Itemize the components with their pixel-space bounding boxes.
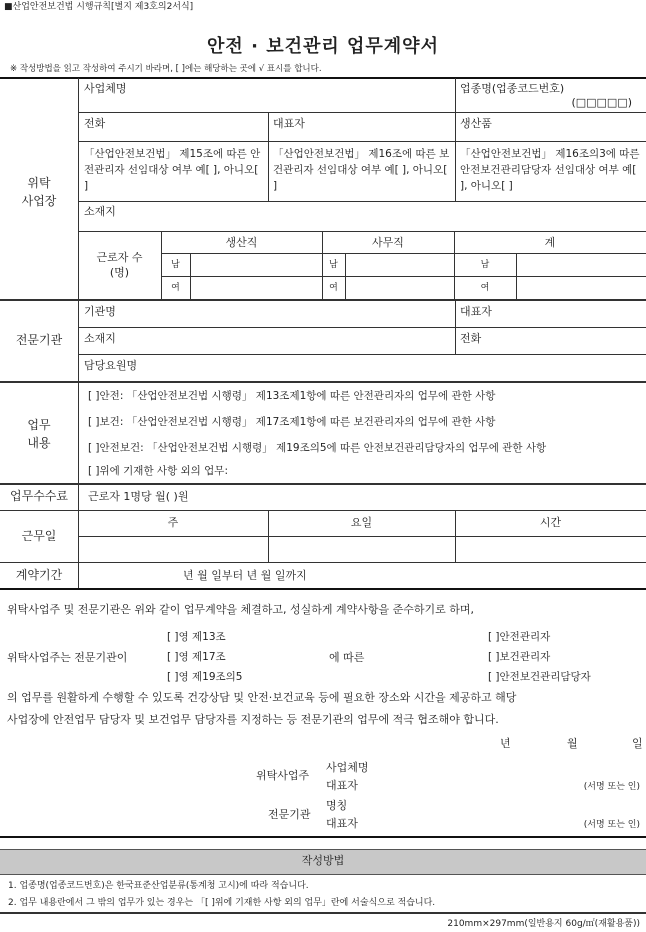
safety-manager-check[interactable]: 「산업안전보건법」 제15조에 따른 안전관리자 선임대상 여부 예[ ], 아니오[ ] [84,148,261,192]
business-name-field[interactable]: 사업체명 [84,82,127,95]
duty-safety-health[interactable]: [ ]안전보건: 「산업안전보건법 시행령」 제19조의5에 따른 안전보건관리담당자의 업무에 관한 사항 [88,442,547,454]
col-time: 시간 [539,516,562,529]
col-week: 주 [167,516,179,529]
agency-staff-field[interactable]: 담당요원명 [84,359,138,372]
workers-label: 근로자 수 (명) [96,251,143,279]
workdays-label: 근무일 [21,529,57,543]
health-manager-check[interactable]: 「산업안전보건법」 제16조에 따른 보건관리자 선임대상 여부 예[ ], 아니오[ ] [273,148,450,192]
according-text: 에 따른 [329,651,365,664]
howto-item-1: 1. 업종명(업종코드번호)은 한국표준산업분류(통계청 고시)에 따라 적습니다. [8,881,309,891]
howto-item-2: 2. 업무 내용란에서 그 밖의 업무가 있는 경우는 「[ ]위에 기재한 사항 외의 업무」란에 서술식으로 적습니다. [8,898,436,908]
col-office: 사무직 [372,236,404,249]
period-field[interactable]: 년 월 일부터 년 월 일까지 [183,569,307,582]
role-safety[interactable]: [ ]안전관리자 [488,631,551,643]
product-field[interactable]: 생산품 [460,117,492,130]
duties-label: 업무 내용 [27,418,51,450]
client-name-field[interactable]: 사업체명 [326,761,369,774]
client-signature[interactable]: (서명 또는 인) [583,782,640,792]
agency-name-field[interactable]: 기관명 [84,305,116,318]
period-label: 계약기간 [15,568,63,582]
form-reference: ■산업안전보건법 시행규칙[별지 제3호의2서식] [4,2,194,12]
agency-label: 전문기관 [15,333,63,347]
representative-field[interactable]: 대표자 [273,117,305,130]
female-label: 여 [329,283,338,293]
col-production: 생산직 [225,236,258,249]
sh-officer-check[interactable]: 「산업안전보건법」 제16조의3에 따른 안전보건관리담당자 선임대상 여부 예[ ], 아니오[ ] [460,148,640,192]
agency-rep-field[interactable]: 대표자 [460,305,492,318]
page-title: 안전 · 보건관리 업무계약서 [207,36,439,57]
phone-field[interactable]: 전화 [84,117,106,130]
date-month[interactable]: 월 [567,737,578,750]
date-year[interactable]: 년 [500,737,511,750]
agreement-line3: 의 업무를 원활하게 수행할 수 있도록 건강상담 및 안전·보건교육 등에 필요한 장소와 시간을 제공하고 해당 [7,691,517,704]
paper-spec: 210mm×297mm(일반용지 60g/㎡(재활용품)) [447,919,640,929]
industry-code: (□□□□□) [571,96,632,109]
decree-17[interactable]: [ ]영 제17조 [167,651,226,663]
agency-phone-field[interactable]: 전화 [460,332,482,345]
address-field[interactable]: 소재지 [84,205,116,218]
industry-field[interactable]: 업종명(업종코드번호) [460,82,565,95]
fee-label: 업무수수료 [10,489,68,503]
howto-title: 작성방법 [301,854,345,867]
agency-signer-label: 전문기관 [268,808,311,821]
client-signer-label: 위탁사업주 [256,769,310,782]
female-label: 여 [480,283,490,293]
duty-safety[interactable]: [ ]안전: 「산업안전보건법 시행령」 제13조제1항에 따른 안전관리자의 업무에 관한 사항 [88,390,496,402]
role-sh-officer[interactable]: [ ]안전보건관리담당자 [488,671,591,683]
agreement-line4: 사업장에 안전업무 담당자 및 보건업무 담당자를 지정하는 등 전문기관의 업무에 적극 협조해야 합니다. [7,713,499,726]
role-health[interactable]: [ ]보건관리자 [488,651,551,663]
fee-field[interactable]: 근로자 1명당 월( )원 [88,490,189,503]
agency-address-field[interactable]: 소재지 [84,332,116,345]
col-day: 요일 [350,516,373,529]
date-day[interactable]: 일 [632,737,643,750]
male-label: 남 [329,260,338,270]
duty-other[interactable]: [ ]위에 기재한 사항 외의 업무: [88,465,228,477]
agency-signature[interactable]: (서명 또는 인) [583,820,640,830]
male-label: 남 [171,260,180,270]
instruction-note: ※ 작성방법을 읽고 작성하여 주시기 바라며, [ ]에는 해당하는 곳에 √ 표시를 합니다. [10,64,322,74]
client-rep-field[interactable]: 대표자 [326,779,358,792]
female-label: 여 [171,283,180,293]
male-label: 남 [480,260,490,270]
agency-rep-sign-field[interactable]: 대표자 [326,817,358,830]
agreement-lead: 위탁사업주는 전문기관이 [7,651,128,664]
agency-name-sign-field[interactable]: 명칭 [326,799,348,812]
col-total: 계 [544,236,556,249]
duty-health[interactable]: [ ]보건: 「산업안전보건법 시행령」 제17조제1항에 따른 보건관리자의 업무에 관한 사항 [88,416,496,428]
decree-19-5[interactable]: [ ]영 제19조의5 [167,671,243,683]
client-site-label: 위탁 사업장 [21,176,57,208]
decree-13[interactable]: [ ]영 제13조 [167,631,226,643]
agreement-line1: 위탁사업주 및 전문기관은 위와 같이 업무계약을 체결하고, 성실하게 계약사항을 준수하기로 하며, [7,603,474,616]
